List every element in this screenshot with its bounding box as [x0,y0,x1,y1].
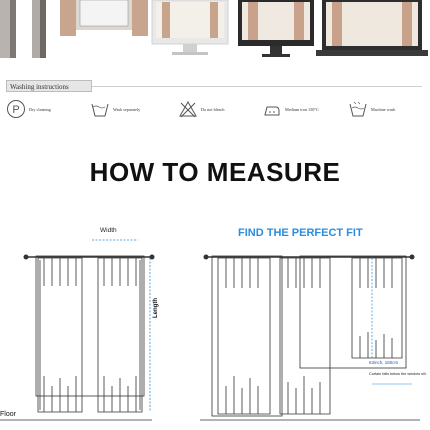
washing-instructions-header: Washing instructions [6,80,92,92]
left-curtain-panel [38,258,82,412]
wash-tub-icon [90,99,110,119]
right-curtain-rod [204,255,415,260]
machine-wash-icon [348,99,368,119]
floor-length-curtain [218,258,270,414]
wash-item-dry-clean [6,98,51,120]
divider [92,86,422,87]
right-curtain-panel [98,258,142,412]
measure-diagram [0,236,430,430]
wash-item-wash-tub [90,98,140,120]
wash-item-iron [262,98,319,120]
sill-length-curtain [352,258,402,358]
width-label: Width [100,227,117,234]
wash-label: Machine wash [371,106,396,112]
left-curtain-rod [24,255,155,260]
dark-monitor-photo [238,0,314,57]
dry-clean-p-icon [6,99,26,119]
window-frame-floor [212,256,282,416]
no-bleach-icon [178,99,198,119]
monitor-photo [152,0,228,55]
note-text: Curtain falls below the window sill. [369,372,427,376]
floor-label: Floor [0,411,16,418]
laptop-photo [316,0,428,56]
window-frame-sill [300,256,406,368]
wash-item-machine-wash [348,98,395,120]
page-title: HOW TO MEASURE [89,157,341,187]
center-curtain-panel [280,258,330,414]
wash-label: Wash separately [113,106,141,112]
curtain-photo [0,0,46,58]
wash-label: Do not bleach [201,106,225,112]
wash-label: Medium iron 150°C [285,106,319,112]
fit-section-title: FIND THE PERFECT FIT [238,227,363,239]
svg-text:P: P [12,104,20,116]
note-size: 63inch, 160cm [369,360,399,365]
length-label: Length [153,298,159,318]
window-curtain-photo [60,0,148,36]
product-preview-strip [0,0,430,70]
wash-label: Dry cleaning [29,106,51,112]
iron-icon [262,99,282,119]
wash-item-no-bleach [178,98,225,120]
